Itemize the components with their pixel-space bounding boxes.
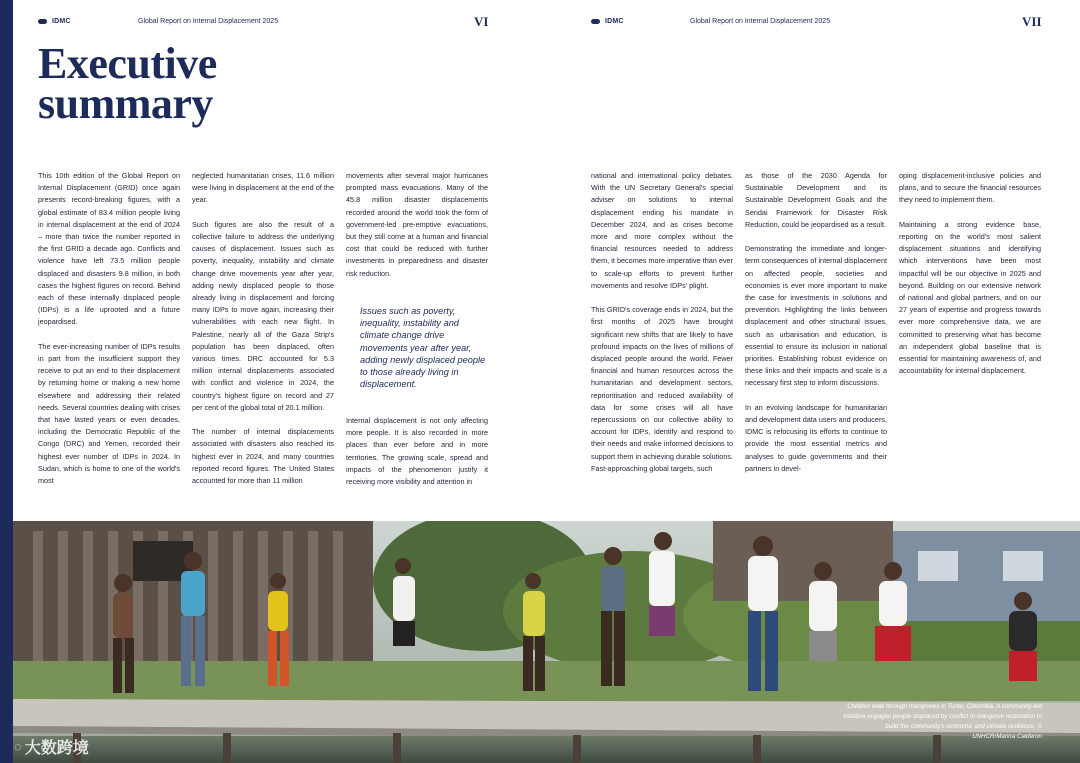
paragraph: Internal displacement is not only affecting more people. It is also recorded in more places than ever before and in more territories. The growing scale, spread and impacts of the phenomenon justify it receiving more visibility and attention in bbox=[346, 416, 488, 487]
paragraph: Demonstrating the immediate and longer-term consequences of internal displacement on affected people, societies and economies is ever more important to make the case for investments in solutions and prevention. Highlighting the links between displacement and other structural issues, such as urbanisation and education, is essential to ensure its inclusion in national priorities. Establishing robust evidence on these links and their impacts and scale is a necessary first step to inform discussions. bbox=[745, 244, 887, 388]
paragraph: This 10th edition of the Global Report on Internal Displacement (GRID) once again presents record-breaking figures, with a global estimate of 83.4 million people living in internal displacement at the end of 2024 – more than twice the number reported in the first GRID a decade ago. Conflicts and violence have left 73.5 million people displaced and disasters 9.8 million, in both cases the highest figures on record. Behind each of these internally displaced people (IDPs) is a life uprooted and a future jeopardised. bbox=[38, 171, 180, 327]
pull-quote: Issues such as poverty, inequality, instability and climate change drive movements year after year, adding newly displaced people to those already living in displacement. bbox=[360, 306, 486, 390]
text-column-1 bbox=[38, 170, 180, 487]
paragraph: Such figures are also the result of a collective failure to address the underlying causes of displacement. Issues such as poverty, inequality, instability and climate change drive movements year after year, adding newly displaced people to those already living in displacement and forcing many IDPs to move again, increasing their vulnerabilities with each new flight. In Palestine, nearly all of the Gaza Strip's population has been displaced, often various times. DRC accounted for 5.3 million internal displacements associated with conflict and violence in 2024, the country's highest figure on record and 27 per cent of the global total of 20.1 million. bbox=[192, 219, 334, 412]
left-report-title-wrap bbox=[138, 18, 278, 25]
text-column-5 bbox=[745, 170, 887, 475]
title-line-1: Executive bbox=[38, 39, 217, 88]
right-page-number: VII bbox=[1022, 14, 1042, 29]
org-name: IDMC bbox=[605, 18, 624, 25]
right-report-title-wrap bbox=[690, 18, 830, 25]
right-page-header bbox=[591, 18, 624, 25]
idmc-logo-icon bbox=[591, 19, 600, 24]
text-column-3 bbox=[346, 170, 488, 280]
paragraph: This GRID's coverage ends in 2024, but the first months of 2025 have brought significant new shifts that are likely to have profound impacts on the lives of millions of displaced people around the world. Fewer financial and human resources across the humanitarian and development sectors, reprioritisation and reduced availability of data for some crises will all have repercussions on our collective ability to account for IDPs, identify and respond to their needs and make informed decisions to support them in achieving durable solutions. Fast-approaching global targets, such bbox=[591, 305, 733, 473]
watermark bbox=[14, 735, 89, 758]
paragraph: In an evolving landscape for humanitarian and development data users and producers, IDMC is refocusing its efforts to continue to provide the most essential metrics and analyses to guide governments and their partners in devel- bbox=[745, 402, 887, 473]
paragraph: The number of internal displacements associated with disasters also reached its highest ever in 2024, and many countries reported record figures. The United States accounted for more than 11 million bbox=[192, 427, 334, 486]
report-title: Global Report on Internal Displacement 2025 bbox=[690, 18, 831, 25]
left-page-number: VI bbox=[474, 14, 489, 29]
org-name: IDMC bbox=[52, 18, 71, 25]
report-title: Global Report on Internal Displacement 2025 bbox=[138, 18, 279, 25]
paragraph: neglected humanitarian crises, 11.6 million were living in displacement at the end of the year. bbox=[192, 171, 334, 205]
page-title bbox=[38, 39, 217, 128]
watermark-text: 大数跨境 bbox=[24, 740, 89, 757]
paragraph: as those of the 2030 Agenda for Sustainable Development and its Sustainable Development Goals and the Sendai Framework for Disaster Risk Reduction, could be jeopardised as a result. bbox=[745, 171, 887, 229]
watermark-logo-icon: ◌ bbox=[14, 739, 22, 754]
paragraph: The ever-increasing number of IDPs results in part from the insufficient support they receive to put an end to their displacement by returning home or making a new home elsewhere and addressing their related needs. Several countries dealing with crises that have lasted years or even decades, including the Democratic Republic of the Congo (DRC) and Yemen, recorded their highest ever number of IDPs in 2024. In Sudan, which is home to one of the world's most bbox=[38, 341, 180, 486]
text-column-3-continued bbox=[346, 415, 488, 488]
paragraph: oping displacement-inclusive policies and plans, and to secure the financial resources they need to implement them. bbox=[899, 171, 1041, 205]
page-spine-bar bbox=[0, 0, 13, 763]
title-line-2: summary bbox=[38, 79, 213, 128]
paragraph: movements after several major hurricanes prompted mass evacuations. Many of the 45.8 million disaster displacements recorded around the world took the form of government-led pre-emptive evacuations, but they still come at a human and financial cost that could be reduced with further investments in preparedness and disaster risk reduction. bbox=[346, 171, 488, 278]
photo-caption: Children walk through mangroves in Turbo, Colombia. A community-led initiative engages people displaced by conflict in mangrove restoration to build the community's economic and climate resilience. © UNHCR/Marina Calderon bbox=[843, 703, 1042, 740]
text-column-4 bbox=[591, 170, 733, 475]
paragraph: Maintaining a strong evidence base, reporting on the world's most salient displacement situations and identifying which interventions have been most impactful will be our objective in 2025 and beyond. Building on our extensive network of national and global partners, and on our 27 years of expertise and progress towards ever more comprehensive data, we are committed to preserving what has become an independent global baseline that is essential for maintaining awareness of, and accountability for internal displacement. bbox=[899, 219, 1041, 376]
left-page-header bbox=[38, 18, 71, 25]
text-column-2 bbox=[192, 170, 334, 487]
paragraph: national and international policy debates. With the UN Secretary General's special adviser on solutions to internal displacement ending his mandate in December 2024, and as crises become more and more complex without the financial resources needed to address them, it becomes more imperative than ever to scale-up efforts to prevent further movements and resolve IDPs' plight. bbox=[591, 171, 733, 290]
idmc-logo-icon bbox=[38, 19, 47, 24]
text-column-6 bbox=[899, 170, 1041, 377]
